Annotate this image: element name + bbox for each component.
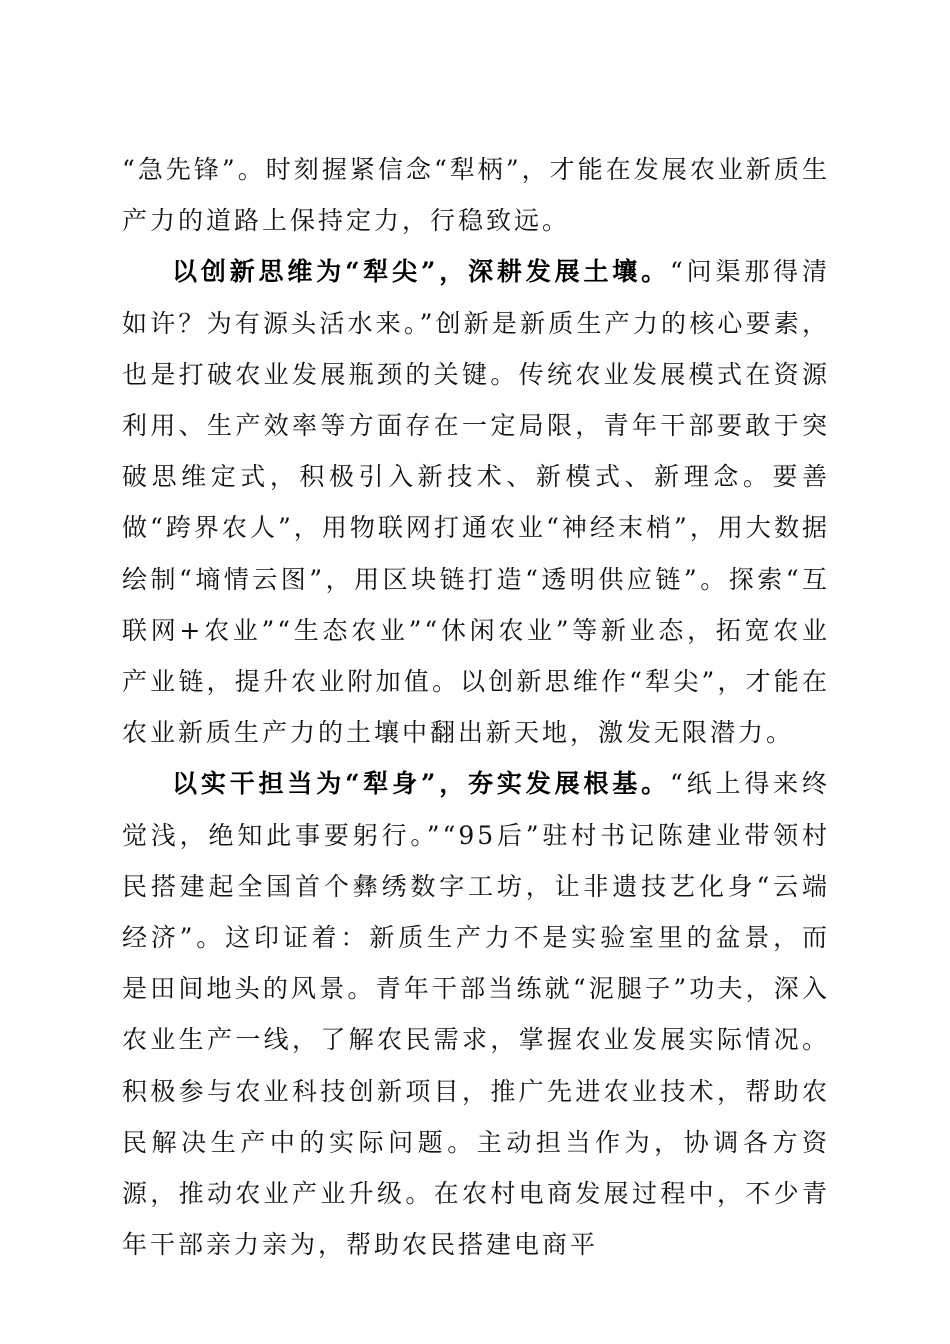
paragraph-heading: 以创新思维为“犁尖”，深耕发展土壤。 xyxy=(172,257,670,287)
paragraph-innovation xyxy=(122,246,830,758)
paragraph-body: “问渠那得清如许？为有源头活水来。”创新是新质生产力的核心要素，也是打破农业发展瓶颈的关键。传统农业发展模式在资源利用、生产效率等方面存在一定局限，青年干部要敢于突破思维定式，积极引入新技术、新模式、新理念。要善做“跨界农人”，用物联网打通农业“神经末梢”，用大数据绘制“墒情云图”，用区块链打造“透明供应链”。探索“互联网+农业”“生态农业”“休闲农业”等新业态，拓宽农业产业链，提升农业附加值。以创新思维作“犁尖”，才能在农业新质生产力的土壤中翻出新天地，激发无限潜力。 xyxy=(122,257,831,748)
paragraph-body: “纸上得来终觉浅，绝知此事要躬行。”“95后”驻村书记陈建业带领村民搭建起全国首个彝绣数字工坊，让非遗技艺化身“云端经济”。这印证着：新质生产力不是实验室里的盆景，而是田间地头的风景。青年干部当练就“泥腿子”功夫，深入农业生产一线，了解农民需求，掌握农业发展实际情况。积极参与农业科技创新项目，推广先进农业技术，帮助农民解决生产中的实际问题。主动担当作为，协调各方资源，推动农业产业升级。在农村电商发展过程中，不少青年干部亲力亲为，帮助农民搭建电商平 xyxy=(122,769,831,1260)
paragraph-heading: 以实干担当为“犁身”，夯实发展根基。 xyxy=(172,769,670,799)
paragraph-action xyxy=(122,758,830,1270)
document-body xyxy=(122,144,830,1270)
paragraph-body: “急先锋”。时刻握紧信念“犁柄”，才能在发展农业新质生产力的道路上保持定力，行稳致远。 xyxy=(122,155,830,236)
paragraph-continuation xyxy=(122,144,830,246)
